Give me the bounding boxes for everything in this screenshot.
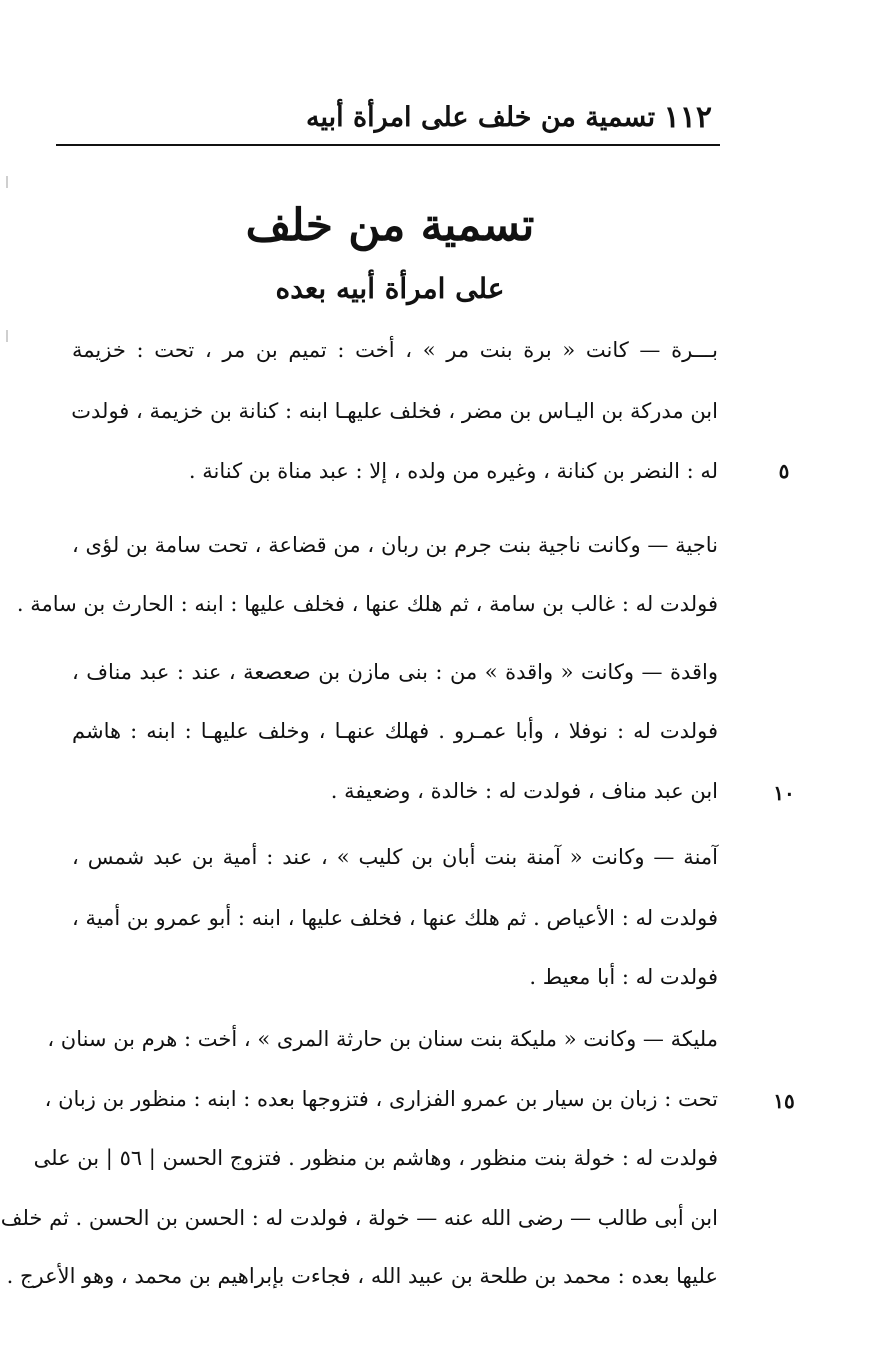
running-header xyxy=(56,96,720,146)
running-title: تسمية من خلف على امرأة أبيه xyxy=(306,102,656,133)
entry-line: واقدة — وكانت « واقدة » من : بنى مازن بن صعصعة ، عند : عبد مناف ، xyxy=(72,660,718,684)
entry-line: ابن أبى طالب — رضى الله عنه — خولة ، فولدت له : الحسن بن الحسن . ثم خلف xyxy=(0,1206,718,1230)
section-subtitle: على امرأة أبيه بعده xyxy=(275,272,505,305)
line-number: ٥ xyxy=(778,459,790,483)
entry-line: ابن عبد مناف ، فولدت له : خالدة ، وضعيفة . xyxy=(330,779,718,803)
entry-line: آمنة — وكانت « آمنة بنت أبان بن كليب » ، عند : أمية بن عبد شمس ، xyxy=(72,845,718,869)
entry-line: مليكة — وكانت « مليكة بنت سنان بن حارثة المرى » ، أخت : هرم بن سنان ، xyxy=(47,1027,718,1051)
section-title: تسمية من خلف xyxy=(245,200,535,251)
entry-line: فولدت له : نوفلا ، وأبا عمـرو . فهلك عنهـا ، وخلف عليهـا : ابنه : هاشم xyxy=(72,719,718,743)
line-number: ١٠ xyxy=(773,781,795,805)
entry-line: عليها بعده : محمد بن طلحة بن عبيد الله ، فجاءت بإبراهيم بن محمد ، وهو الأعرج . xyxy=(6,1264,718,1288)
entry-line: له : النضر بن كنانة ، وغيره من ولده ، إلا : عبد مناة بن كنانة . xyxy=(188,459,718,483)
entry-line: فولدت له : الأعياص . ثم هلك عنها ، فخلف عليها ، ابنه : أبو عمرو بن أمية ، xyxy=(72,906,718,930)
line-number: ١٥ xyxy=(773,1089,795,1113)
page-number: ١١٢ xyxy=(663,100,712,135)
scan-edge-mark xyxy=(6,330,8,342)
entry-line: ابن مدركة بن اليـاس بن مضر ، فخلف عليهـا ابنه : كنانة بن خزيمة ، فولدت xyxy=(71,399,718,423)
entry-line: فولدت له : أبا معيط . xyxy=(529,965,718,989)
scan-edge-mark xyxy=(6,176,8,188)
entry-line: ناجية — وكانت ناجية بنت جرم بن ربان ، من قضاعة ، تحت سامة بن لؤى ، xyxy=(72,533,718,557)
entry-line: بـــرة — كانت « برة بنت مر » ، أخت : تميم بن مر ، تحت : خزيمة xyxy=(72,338,718,362)
entry-line: تحت : زبان بن سيار بن عمرو الفزارى ، فتزوجها بعده : ابنه : منظور بن زبان ، xyxy=(44,1087,718,1111)
entry-line: فولدت له : غالب بن سامة ، ثم هلك عنها ، فخلف عليها : ابنه : الحارث بن سامة . xyxy=(16,592,718,616)
entry-line: فولدت له : خولة بنت منظور ، وهاشم بن منظور . فتزوج الحسن | ٥٦ | بن على xyxy=(33,1146,718,1170)
